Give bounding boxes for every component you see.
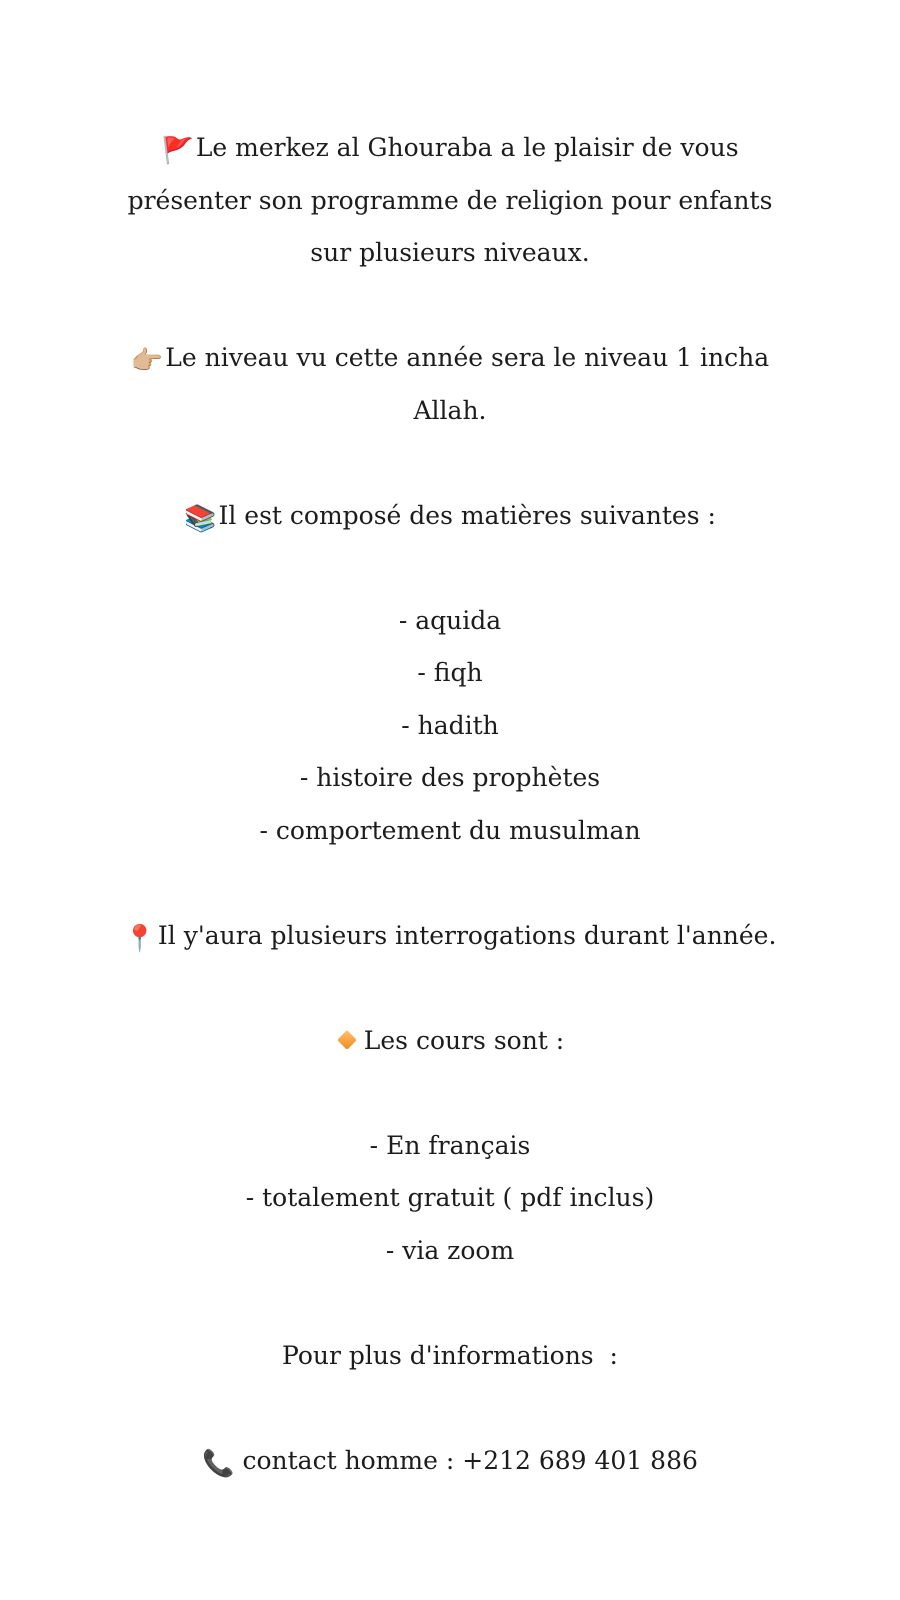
telephone-icon: 📞 bbox=[202, 1448, 235, 1479]
courses-heading bbox=[0, 1015, 900, 1068]
contact-text: contact homme : +212 689 401 886 bbox=[242, 1445, 698, 1475]
info-line: Pour plus d'informations : bbox=[282, 1340, 618, 1370]
spacer bbox=[0, 542, 900, 595]
spacer bbox=[0, 280, 900, 333]
pushpin-icon: 📍 bbox=[123, 923, 156, 954]
spacer bbox=[0, 1382, 900, 1435]
spacer bbox=[0, 962, 900, 1015]
spacer bbox=[0, 1277, 900, 1330]
flag-icon: 🚩 bbox=[161, 136, 194, 166]
books-icon: 📚 bbox=[184, 503, 217, 534]
course-item: - totalement gratuit ( pdf inclus) bbox=[245, 1183, 655, 1212]
orange-diamond-icon bbox=[337, 1030, 357, 1050]
level-text: Le niveau vu cette année sera le niveau 1 incha Allah. bbox=[165, 343, 770, 425]
tests-line bbox=[0, 910, 900, 963]
spacer bbox=[0, 1067, 900, 1120]
course-item: - via zoom bbox=[385, 1235, 515, 1265]
subject-item: - fiqh bbox=[417, 658, 483, 687]
level-paragraph bbox=[120, 332, 780, 437]
subject-item: - hadith bbox=[401, 710, 499, 740]
intro-paragraph bbox=[120, 122, 780, 280]
contact-line bbox=[0, 1435, 900, 1488]
spacer bbox=[0, 857, 900, 910]
pointing-hand-icon: 👉🏼 bbox=[130, 346, 164, 376]
subject-item: - aquida bbox=[398, 605, 502, 635]
courses-heading-text: Les cours sont : bbox=[363, 1025, 565, 1055]
subject-item: - comportement du musulman bbox=[259, 815, 641, 845]
spacer bbox=[0, 437, 900, 490]
announcement-document bbox=[0, 122, 900, 1487]
tests-text: Il y'aura plusieurs interrogations durant l'année. bbox=[157, 920, 777, 950]
subject-item: - histoire des prophètes bbox=[299, 763, 601, 792]
intro-text: Le merkez al Ghouraba a le plaisir de vous présenter son programme de religion pour enfants sur plusieurs niveaux. bbox=[127, 133, 773, 267]
subjects-heading bbox=[0, 490, 900, 543]
course-item: - En français bbox=[369, 1130, 531, 1160]
subjects-heading-text: Il est composé des matières suivantes : bbox=[218, 500, 716, 530]
